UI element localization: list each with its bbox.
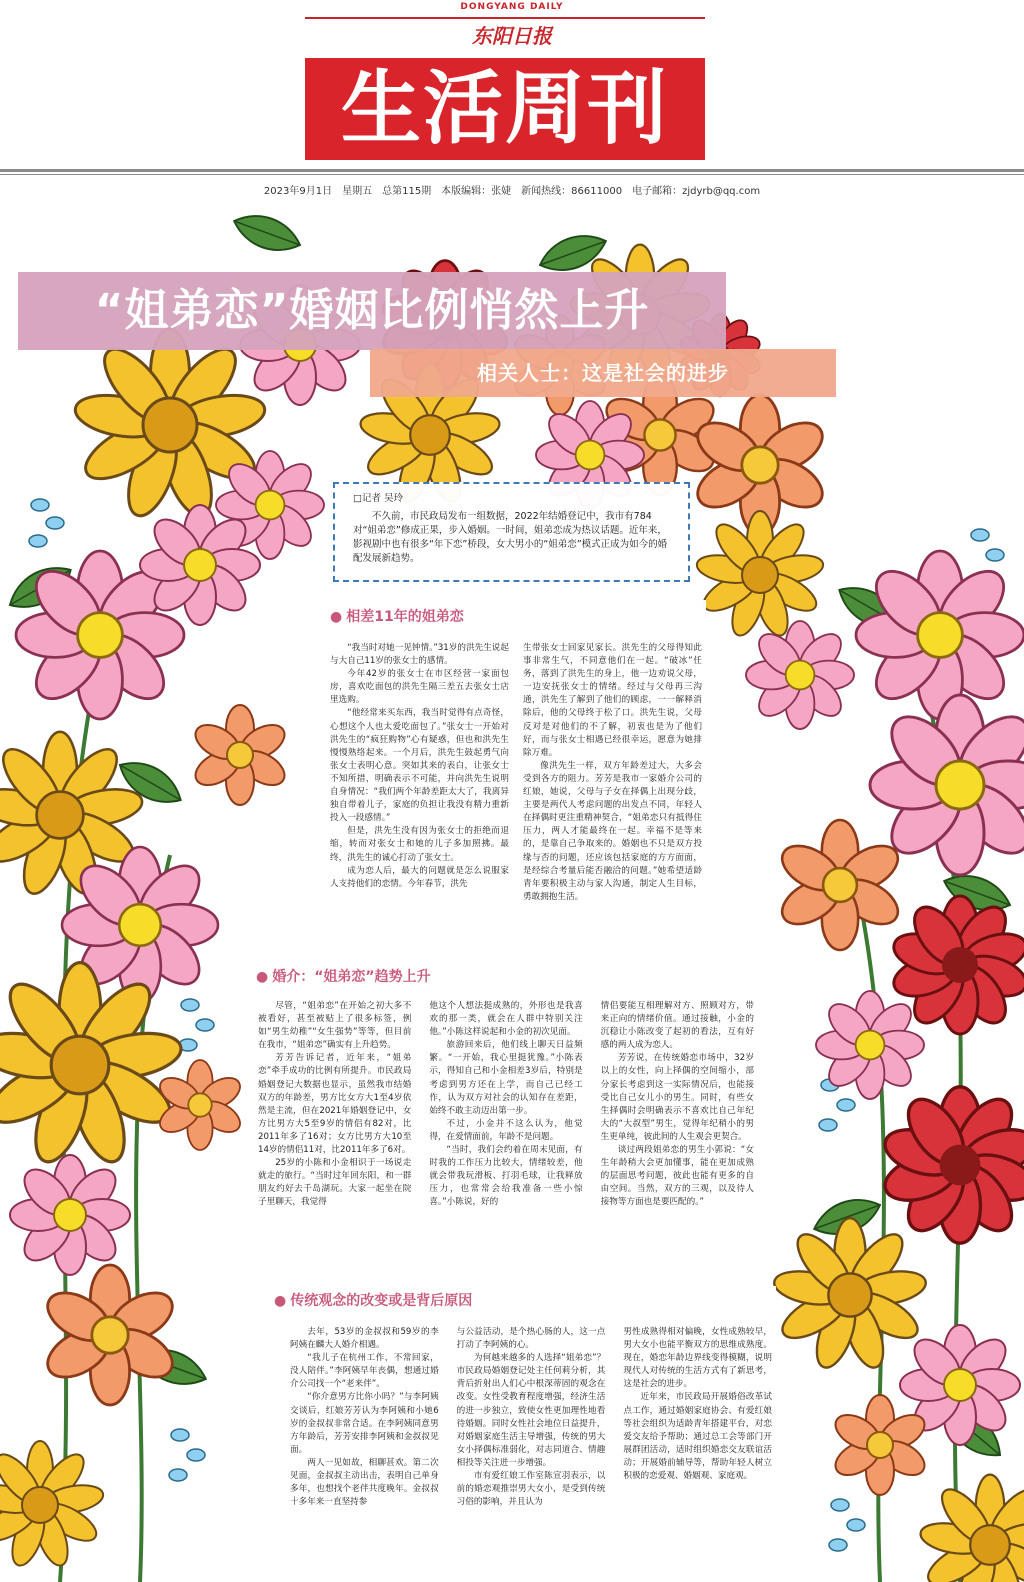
headline: “姐弟恋”婚姻比例悄然上升 [94,285,650,336]
paragraph: 但是，洪先生没有因为张女士的拒绝而退缩，转而对张女士和她的儿子多加照拂。最终，洪先生的诚心打动了张女士。 [330,826,509,863]
section-3 [264,1286,776,1572]
paragraph: “他经常来买东西，我当时觉得有点奇怪，心想这个人也太爱吃面包了。”张女士一开始对洪先生的“疯狂购物”心有疑惑，但也和洪先生慢慢熟络起来。一个月后，洪先生鼓起勇气向张女士表明心意。突如其来的表白，让张女士不知所措，明确表示不可能，并向洪先生说明自身情况：“我们两个年龄差距太大了，我离异独自带着儿子，家庭的负担让我没有精力重新投入一段感情。” [330,708,509,824]
section-heading: ● 传统观念的改变或是背后原因 [274,1293,473,1309]
paragraph: 旅游回来后，他们线上聊天日益频繁。“一开始，我心里挺犹豫。”小陈表示，得知自己和小金相差3岁后，特别是考虑到男方还在上学，而自己已经工作，认为双方对社会的认知存在差距，始终不敢主动迈出第一步。 [429,1040,583,1116]
text-column [330,642,509,904]
paragraph: 为何越来越多的人选择“姐弟恋”？市民政局婚姻登记处主任何莉分析，其背后折射出人们心中根深蒂固的观念在改变。女性受教育程度增强，经济生活的进一步独立，致使女性更加理性地看待婚姻。同时女性社会地位日益提升，对婚姻家庭生活主导增强，传统的男大女小择偶标准弱化，对志同道合、情趣相投等关注进一步增强。 [456,1353,606,1468]
bullet-dot-icon: ● [256,969,269,985]
bullet-dot-icon: ● [274,1293,287,1309]
text-column [429,1000,582,1210]
paragraph: 芳芳告诉记者，近年来，“姐弟恋”牵手成功的比例有所提升。市民政局婚姻登记大数据也显示，虽然我市结婚双方的年龄差，男方比女方大1至4岁依然是主流，但在2021年婚姻登记中，女方比男方大5至9岁的情侣有82对，比2011年多了16对；女方比男方大10至14岁的情侣11对，比2011年多了6对。 [258,1053,412,1156]
paper-name-chinese: 东阳日报 [472,24,552,48]
paragraph: 不过，小金并不这么认为，他觉得，在爱情面前，年龄不是问题。 [429,1118,583,1142]
paragraph: 与公益活动，是个热心肠的人，这一点打动了李阿姨的心。 [456,1327,606,1351]
paragraph: “我儿子在杭州工作，不常回家，没人陪伴。”李阿姨早年丧偶，想通过婚介公司找一个“老来伴”。 [290,1353,439,1390]
subheadline: 相关人士：这是社会的进步 [477,361,729,385]
paragraph: 今年42岁的张女士在市区经营一家面包房，喜欢吃面包的洪先生隔三差五去张女士店里选购。 [330,669,509,706]
text-column [457,1326,606,1509]
text-column [623,1326,772,1509]
text-column [523,642,702,904]
paragraph: 去年，53岁的金叔叔和59岁的李阿姨在麟大人婚介相遇。 [290,1327,439,1351]
paragraph: 芳芳说，在传统婚恋市场中，32岁以上的女性，向上择偶的空间缩小，部分家长考虑到这一实际情况后，也能接受比自己女儿小的男生。同时，有些女生择偶时会明确表示不喜欢比自己年纪大的“大叔型”男生，觉得年纪稍小的男生更单纯，彼此间的人生观会更契合。 [600,1053,754,1142]
paragraph: 男性成熟得相对偏晚，女性成熟较早，男大女小也能平衡双方的思维成熟度。现在，婚恋年龄边界线变得模糊，说明现代人对传统的生活方式有了新思考，这是社会的进步。 [623,1327,773,1390]
header-rule-thin [0,174,1024,175]
byline: □记者 吴玲 [353,493,403,504]
section-title: 生活周刊 [341,62,669,155]
paragraph: 两人一见如故，相聊甚欢。第二次见面，金叔叔主动出击，表明自己单身多年，也想找个老伴共度晚年。金叔叔十多年来一直坚持参 [290,1457,439,1508]
section-2 [252,962,758,1252]
header-rule-thick [0,169,1024,172]
paragraph: 市有爱红娘工作室陈宣羽表示，以前的婚恋观推崇男大女小，是受到传统习俗的影响，并且认为 [456,1471,606,1508]
text-column [601,1000,754,1210]
paper-name-english: DONGYANG DAILY [460,2,564,12]
bullet-dot-icon: ● [330,609,343,625]
paragraph: 他这个人想法挺成熟的，外形也是我喜欢的那一类，就会在人群中特别关注他。”小陈这样说起和小金的初次见面。 [429,1001,583,1038]
paragraph: 情侣要能互相理解对方、照顾对方，带来正向的情绪价值。通过接触，小金的沉稳让小陈改变了起初的看法，互有好感的两人成为恋人。 [600,1001,754,1051]
section-heading: ● 婚介：“姐弟恋”趋势上升 [256,969,431,985]
text-column [290,1326,439,1509]
text-column [258,1000,411,1210]
paragraph: 谈过两段姐弟恋的男生小郭说：“女生年龄稍大会更加懂事，能在更加成熟的层面思考问题，彼此也能有更多的自由空间。当然，双方的三观，以及待人接物等方面也是要匹配的。” [600,1145,754,1208]
paragraph: 像洪先生一样，双方年龄差过大，大多会受到各方的阻力。芳芳是我市一家婚介公司的红娘，她说，父母与子女在择偶上出现分歧，主要是两代人考虑问题的出发点不同，年轻人在择偶时更注重精神契合，“姐弟恋只有抵得住压力，两人才能最终在一起。幸福不是等来的，是靠自己争取来的。婚姻也不只是双方投缘与否的问题，还应该包括家庭的方方面面，是经综合考量后能否融洽的问题。”她希望适龄青年要积极主动与家人沟通，制定人生目标，勇敢拥抱生活。 [523,760,702,902]
paragraph: 生带张女士回家见家长。洪先生的父母得知此事非常生气，不同意他们在一起。“破冰”任务，落到了洪先生的身上，他一边劝说父母，一边安抚张女士的情绪。经过与父母再三沟通，洪先生了解到了他们的顾虑，一一解释消除后，他的父母终于松了口。洪先生说，父母反对是对他们的不了解，初衷也是为了他们好，而与张女士相遇已经很幸运，愿意为她排除万难。 [523,643,702,758]
paragraph: “我当时对她一见钟情。”31岁的洪先生说起与大自己11岁的张女士的感情。 [330,643,509,667]
issue-info-line: 2023年9月1日 星期五 总第115期 本版编辑：张婕 新闻热线：86611000 电子邮箱：zjdyrb@qq.com [263,186,761,197]
paragraph: 尽管，“姐弟恋”在开始之初大多不被看好，甚至被贴上了很多标签，例如“男生幼稚”“女生强势”等等，但目前在我市，“姐弟恋”确实有上升趋势。 [258,1001,412,1051]
paragraph: 近年来，市民政局开展婚俗改革试点工作，通过婚姻家庭协会、有爱红娘等社会组织为适龄青年搭建平台，对恋爱交友给予帮助；通过总工会等部门开展群团活动，适时组织婚恋交友联谊活动；开展婚前辅导等，帮助年轻人树立积极的恋爱观、婚姻观、家庭观。 [623,1392,773,1482]
masthead-divider [305,17,705,19]
paragraph: “当时，我们会约着在周末见面，有时我的工作压力比较大，情绪较差，他就会带我玩滑板、打羽毛球，让我释放压力，也常常会给我准备一些小惊喜。”小陈说，好的 [429,1145,583,1208]
paragraph: 成为恋人后，最大的问题就是怎么说服家人支持他们的恋情。今年春节，洪先 [330,865,509,889]
lead-box [333,482,690,582]
section-heading: ● 相差11年的姐弟恋 [330,609,464,625]
section-1 [326,600,706,930]
lead-paragraph: 不久前，市民政局发布一组数据，2022年结婚登记中，我市有784对“姐弟恋”修成正果，步入婚姻。一时间，姐弟恋成为热议话题。近年来，影视剧中也有很多“年下恋”桥段，女大男小的“姐弟恋”模式正成为如今的婚配发展新趋势。 [353,511,668,564]
paragraph: “你介意男方比你小吗？”与李阿姨交谈后，红娘芳芳认为李阿姨和小她6岁的金叔叔非常合适。在李阿姨同意男方年龄后，芳芳安排李阿姨和金叔叔见面。 [290,1392,439,1455]
paragraph: 25岁的小陈和小金相识于一场说走就走的旅行。“当时过年回东阳，和一群朋友约好去千岛湖玩。大家一起坐在院子里聊天，我觉得 [258,1158,412,1208]
